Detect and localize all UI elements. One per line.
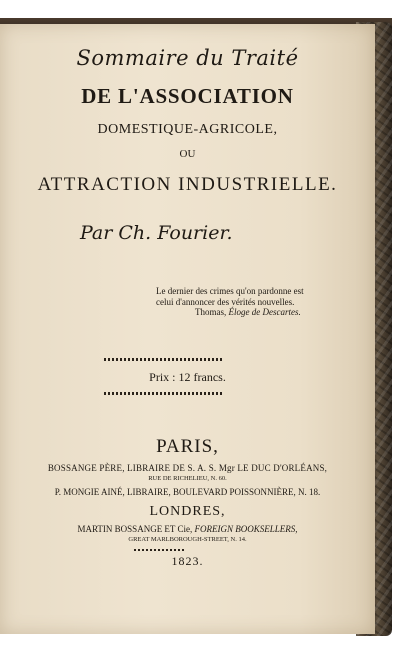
publisher-martin-bossange: [0, 524, 375, 534]
ornament-rule-top: [104, 358, 224, 361]
epigraph-work: Éloge de Descartes.: [228, 307, 301, 317]
price-line: Prix : 12 francs.: [149, 370, 226, 384]
title-page: [0, 24, 375, 634]
epigraph-author: Thomas,: [195, 307, 227, 317]
ornament-rule-small: [134, 549, 184, 551]
publisher-mongie: P. MONGIE AINÉ, LIBRAIRE, BOULEVARD POISSONNIÈRE, N. 18.: [54, 487, 321, 497]
imprint-city-london: LONDRES,: [149, 504, 226, 519]
publisher-bossange: BOSSANGE PÈRE, LIBRAIRE DE S. A. S. Mgr LE DUC D'ORLÉANS,: [47, 463, 328, 473]
epigraph-line-1: Le dernier des crimes qu'on pardonne est: [156, 286, 304, 296]
epigraph-line-2: celui d'annoncer des vérités nouvelles.: [156, 297, 295, 307]
subtitle: DOMESTIQUE-AGRICOLE,: [97, 122, 278, 137]
publisher-martin-bossange-role: FOREIGN BOOKSELLERS,: [194, 524, 298, 534]
imprint-city-paris: PARIS,: [156, 436, 219, 457]
publisher-bossange-address: RUE DE RICHELIEU, N. 60.: [148, 475, 227, 482]
second-title: ATTRACTION INDUSTRIELLE.: [37, 174, 338, 195]
ornament-rule-bottom: [104, 392, 224, 395]
conjunction: OU: [179, 148, 196, 160]
main-title: DE L'ASSOCIATION: [81, 84, 294, 108]
epigraph-attribution: [195, 307, 301, 317]
author-line: Par Ch. Fourier.: [80, 222, 233, 244]
publication-year: 1823.: [171, 554, 204, 568]
script-title: Sommaire du Traité: [76, 46, 299, 70]
publisher-martin-bossange-name: MARTIN BOSSANGE ET Cie,: [77, 524, 193, 534]
publisher-martin-bossange-address: GREAT MARLBOROUGH-STREET, N. 14.: [128, 536, 247, 543]
